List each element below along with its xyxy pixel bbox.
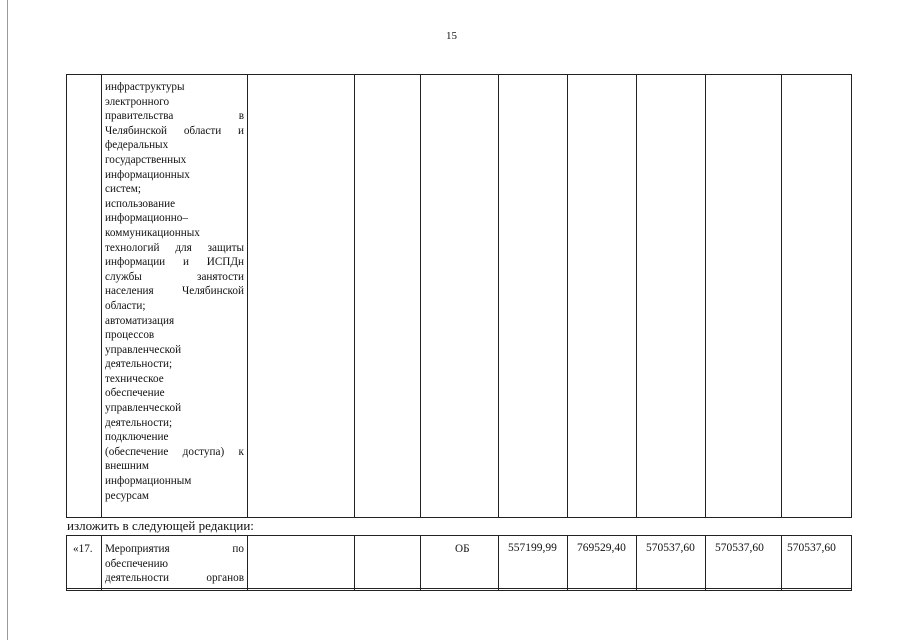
description-line: деятельности;	[105, 416, 173, 429]
description-line: автоматизация	[105, 314, 175, 327]
column-divider	[354, 536, 355, 590]
description-line: систем;	[105, 183, 141, 196]
column-divider	[498, 75, 499, 517]
amount-cell-5: 570537,60	[787, 542, 836, 554]
description-line: правительства в	[105, 110, 244, 123]
column-divider	[247, 75, 248, 517]
description-line: Челябинской области и	[105, 124, 244, 137]
description-line: ресурсам	[105, 489, 149, 502]
column-divider	[636, 536, 637, 590]
row-divider	[67, 588, 851, 589]
description-line: управленческой	[105, 343, 182, 356]
column-divider	[420, 75, 421, 517]
description-line: использование	[105, 197, 176, 210]
description-line: инфраструктуры	[105, 81, 185, 93]
description-line: информации и ИСПДн	[105, 256, 244, 269]
description-line: электронного	[105, 95, 170, 108]
description-line: информационным	[105, 475, 192, 488]
description-line: области;	[105, 299, 146, 312]
column-divider	[636, 75, 637, 517]
column-divider	[705, 536, 706, 590]
column-divider	[354, 75, 355, 517]
column-divider	[705, 75, 706, 517]
description-line: обеспечение	[105, 387, 165, 400]
row-number-cell: «17.	[73, 543, 93, 555]
description-line: обеспечению	[105, 557, 168, 570]
description-line: Мероприятия по	[105, 543, 244, 555]
description-line: процессов	[105, 329, 155, 342]
column-divider	[101, 75, 102, 517]
column-divider	[247, 536, 248, 590]
description-line: информационно–	[105, 212, 188, 225]
table-lower-fragment	[66, 535, 852, 591]
amount-cell-4: 570537,60	[715, 542, 764, 554]
description-line: деятельности;	[105, 358, 173, 371]
column-divider	[567, 75, 568, 517]
activity-description-cell	[105, 80, 244, 503]
description-line: техническое	[105, 372, 164, 385]
description-line: внешним	[105, 460, 149, 473]
table-upper-fragment	[66, 74, 852, 518]
column-divider	[498, 536, 499, 590]
activity-description-cell	[105, 542, 244, 586]
funding-source-cell: ОБ	[455, 543, 470, 555]
edit-instruction-caption: изложить в следующей редакции:	[67, 518, 254, 533]
page-number: 15	[446, 30, 457, 42]
column-divider	[101, 536, 102, 590]
description-line: (обеспечение доступа) к	[105, 445, 244, 458]
description-line: службы занятости	[105, 270, 244, 283]
description-line: федеральных	[105, 139, 169, 152]
column-divider	[420, 536, 421, 590]
description-line: управленческой	[105, 402, 182, 415]
column-divider	[781, 536, 782, 590]
description-line: коммуникационных	[105, 226, 200, 239]
amount-cell-3: 570537,60	[646, 542, 695, 554]
amount-cell-1: 557199,99	[508, 542, 557, 554]
description-line: подключение	[105, 431, 169, 444]
column-divider	[567, 536, 568, 590]
description-line: государственных	[105, 153, 187, 166]
column-divider	[781, 75, 782, 517]
scan-left-edge	[7, 0, 8, 640]
amount-cell-2: 769529,40	[577, 542, 626, 554]
description-line: информационных	[105, 168, 190, 181]
description-line: населения Челябинской	[105, 285, 244, 298]
description-line: деятельности органов	[105, 572, 244, 585]
description-line: технологий для защиты	[105, 241, 244, 254]
